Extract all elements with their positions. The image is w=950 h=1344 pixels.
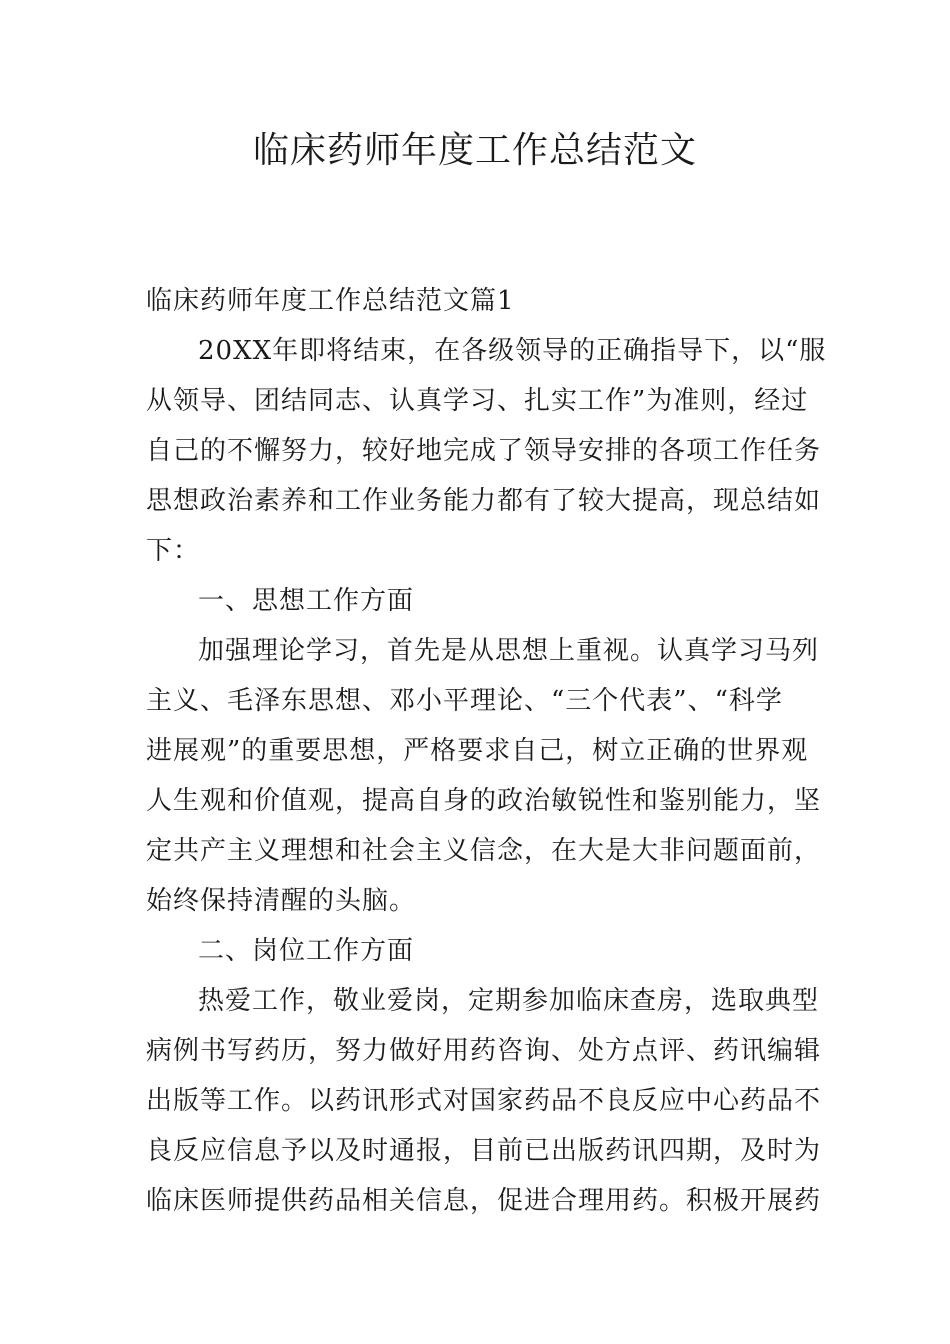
text-line: 人生观和价值观，提高自身的政治敏锐性和鉴别能力，坚	[146, 786, 822, 816]
text-line: 加强理论学习，首先是从思想上重视。认真学习马列	[198, 636, 820, 666]
text-line: 定共产主义理想和社会主义信念，在大是大非问题面前，	[146, 836, 822, 866]
text-line: 从领导、团结同志、认真学习、扎实工作”为准则，经过	[146, 386, 809, 416]
text-line: 下：	[146, 536, 201, 566]
document-title: 临床药师年度工作总结范文	[252, 130, 697, 171]
text-line: 热爱工作，敬业爱岗，定期参加临床查房，选取典型	[198, 986, 820, 1016]
text-line: 一、思想工作方面	[198, 586, 415, 616]
text-line: 临床医师提供药品相关信息，促进合理用药。积极开展药	[146, 1186, 822, 1216]
text-line: 思想政治素养和工作业务能力都有了较大提高，现总结如	[146, 486, 822, 516]
text-line: 进展观”的重要思想，严格要求自己，树立正确的世界观	[146, 736, 809, 766]
text-line: 20XX年即将结束，在各级领导的正确指导下，以“服	[198, 336, 826, 366]
section-heading: 临床药师年度工作总结范文篇1	[146, 286, 515, 316]
text-line: 自己的不懈努力，较好地完成了领导安排的各项工作任务	[146, 436, 822, 466]
text-line: 二、岗位工作方面	[198, 936, 415, 966]
text-line: 主义、毛泽东思想、邓小平理论、“三个代表”、“科学	[146, 686, 783, 716]
text-line: 良反应信息予以及时通报，目前已出版药讯四期，及时为	[146, 1136, 822, 1166]
text-line: 出版等工作。以药讯形式对国家药品不良反应中心药品不	[146, 1086, 822, 1116]
document-body	[146, 276, 826, 1226]
text-line: 病例书写药历，努力做好用药咨询、处方点评、药讯编辑	[146, 1036, 822, 1066]
text-line: 始终保持清醒的头脑。	[146, 886, 417, 916]
